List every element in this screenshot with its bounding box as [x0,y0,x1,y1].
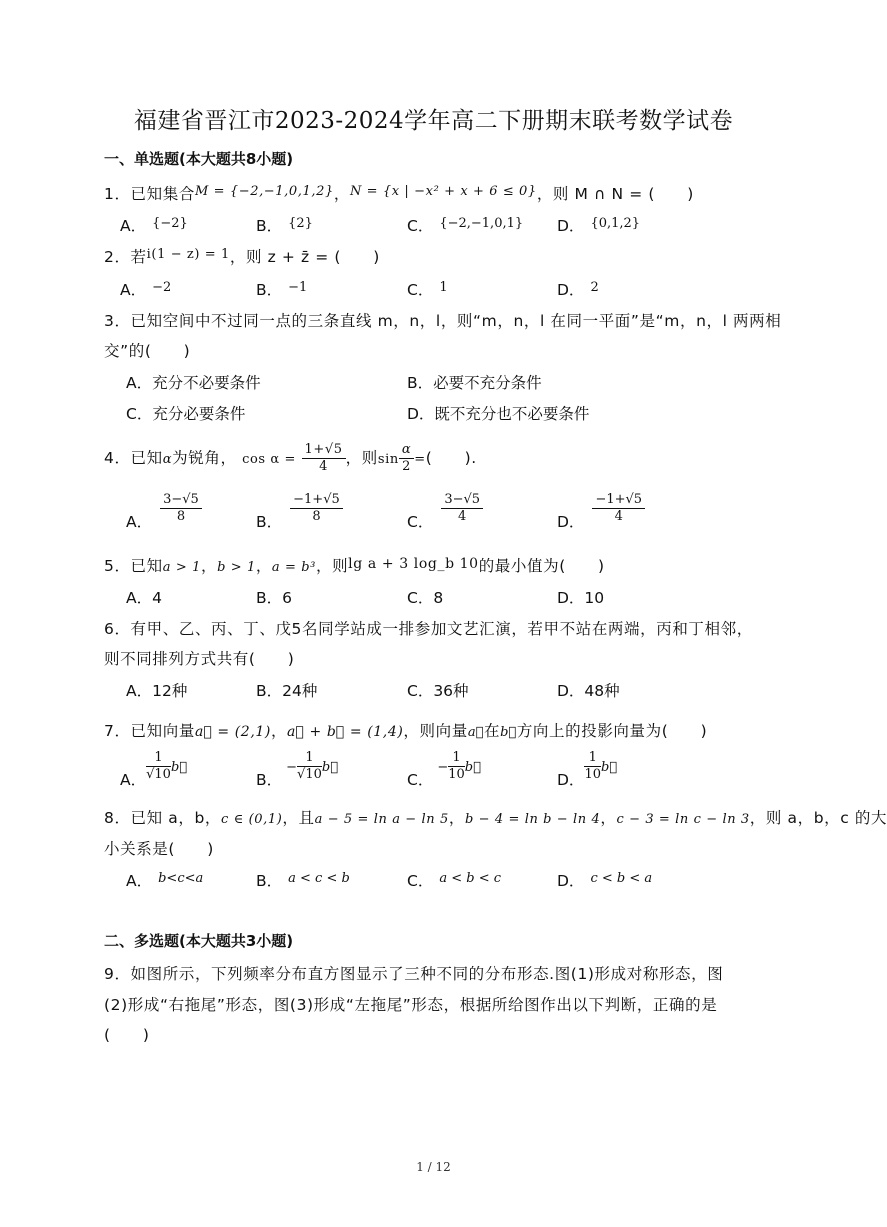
option-label: D． [557,217,585,235]
q6-option-d: D．48种 [557,682,620,700]
q8-eq-1: a − 5 = ln a − ln 5 [314,812,449,827]
option-fraction [297,750,322,783]
option-value: 1 [439,280,448,295]
option-label: D． [557,872,585,890]
q4-eq: = [414,452,426,467]
q5-cond-1: a > 1 [162,560,201,575]
q1-option-b [256,214,313,236]
question-7: 7．已知向量a⃗ = (2,1)，a⃗ + b⃗ = (1,4)，则向量a⃗在b⃗方向上的投影向量为( ) [104,722,708,740]
fraction-numerator: 3−√5 [160,492,202,509]
q5-cond-2: b > 1 [217,560,256,575]
q4-sin-left: sin [377,452,399,467]
option-value: b<c<a [158,871,204,886]
option-fraction [592,492,645,525]
option-value: a < c < b [288,871,350,886]
page-title: 福建省晋江市2023-2024学年高二下册期末联考数学试卷 [133,108,734,134]
question-5: 5．已知a > 1，b > 1，a = b³，则lg a + 3 log_b 10的最小值为( ) [104,556,605,575]
fraction-denominator: 4 [614,509,623,524]
option-fraction [160,492,202,525]
option-value: {−2} [152,216,188,231]
q7-mid: ，则向量 [403,722,468,740]
q8-prefix: 8．已知 a，b， [104,809,222,827]
q3-option-c: C．充分必要条件 [126,405,246,423]
q5-option-a: A．4 [126,589,162,607]
q8-suffix: ，则 a，b，c 的大 [749,809,887,827]
q3-option-d: D．既不充分也不必要条件 [407,405,590,423]
q7-option-c [407,750,481,789]
option-label: A． [126,513,153,531]
q1-option-c [407,214,523,236]
q8-eq-2: b − 4 = ln b − ln 4 [464,812,601,827]
question-9-line-3: ( ) [104,1026,150,1044]
q8-option-d [557,869,652,891]
q4-then: ，则 [345,449,378,467]
option-fraction [146,750,171,783]
fraction-numerator: 1 [448,750,465,767]
option-value: −1 [288,280,308,295]
fraction-numerator: −1+√5 [592,492,645,509]
option-label: B． [256,513,283,531]
option-value: 2 [590,280,599,295]
option-value: {−2,−1,0,1} [439,216,524,231]
q1-option-a [120,214,188,236]
q2-prefix: 2．若 [104,248,147,266]
option-vector: b⃗ [600,760,618,775]
q7-prefix: 7．已知向量 [104,722,195,740]
fraction-denominator: 8 [312,509,321,524]
q1-set-n: N = {x | −x² + x + 6 ≤ 0} [349,184,537,199]
option-value: c < b < a [590,871,653,886]
q5-option-c: C．8 [407,589,444,607]
q8-option-b [256,869,350,891]
question-9-line-1: 9．如图所示，下列频率分布直方图显示了三种不同的分布形态.图(1)形成对称形态，图 [104,965,724,983]
question-3-line-2: 交”的( ) [104,342,191,360]
q4-option-d [557,492,645,531]
option-label: D． [557,513,585,531]
q1-suffix: ，则 M ∩ N = ( ) [536,185,694,203]
q7-vector-a: a⃗ [467,725,484,740]
option-value: a < b < c [439,871,501,886]
option-label: C． [407,513,434,531]
option-label: C． [407,771,434,789]
option-label: C． [407,872,434,890]
q7-option-d [557,750,618,789]
question-2 [104,245,380,267]
q3-option-b: B．必要不充分条件 [407,374,542,392]
question-1 [104,182,694,204]
option-value: {0,1,2} [590,216,641,231]
q8-c-range: c ∈ (0,1) [221,812,283,827]
question-9-line-2: (2)形成“右拖尾”形态，图(3)形成“左拖尾”形态，根据所给图作出以下判断，正确的是 [104,996,718,1014]
q5-then: ，则 [315,557,349,575]
option-label: A． [120,771,147,789]
question-6-line-2: 则不同排列方式共有( ) [104,650,295,668]
fraction-numerator: 3−√5 [441,492,483,509]
q7-suffix: 方向上的投影向量为( ) [516,722,708,740]
q8-eq-3: c − 3 = ln c − ln 3 [616,812,750,827]
question-3-line-1: 3．已知空间中不过同一点的三条直线 m，n，l，则“m，n，l 在同一平面”是“m，n，l 两两相 [104,312,782,330]
option-value: {2} [288,216,313,231]
option-sign: − [437,760,449,775]
option-label: B． [256,872,283,890]
q2-suffix: ，则 z + z̄ = ( ) [229,248,380,266]
q1-prefix: 1．已知集合 [104,185,195,203]
option-fraction [448,750,465,783]
option-label: C． [407,217,434,235]
q2-expr: i(1 − z) = 1 [146,247,230,262]
fraction-denominator: 2 [402,459,412,474]
q7-vector-2: a⃗ + b⃗ = (1,4) [287,724,404,740]
fraction-denominator: √10 [146,767,171,782]
question-8-line-1: 8．已知 a，b，c ∈ (0,1)，且a − 5 = ln a − ln 5，b − 4 = ln b − ln 4，c − 3 = ln c − ln 3，则 a，b，c 的大 [104,809,887,827]
q1-set-m: M = {−2,−1,0,1,2} [194,184,334,199]
q6-option-a: A．12种 [126,682,188,700]
q5-option-b: B．6 [256,589,292,607]
q7-option-b [256,750,338,789]
q4-cos-fraction [302,442,346,475]
fraction-denominator: 10 [448,767,465,782]
option-fraction [441,492,483,525]
q2-option-d [557,278,599,300]
q1-option-d [557,214,640,236]
q5-expr: lg a + 3 log_b 10 [348,556,479,572]
option-value: −2 [152,280,172,295]
q3-option-a: A．充分不必要条件 [126,374,261,392]
q5-prefix: 5．已知 [104,557,163,575]
fraction-numerator: α [399,442,414,459]
option-fraction [584,750,601,783]
q6-option-b: B．24种 [256,682,318,700]
question-6-line-1: 6．有甲、乙、丙、丁、戊5名同学站成一排参加文艺汇演，若甲不站在两端，丙和丁相邻， [104,620,753,638]
section-heading-multi-choice: 二、多选题(本大题共3小题) [104,932,294,950]
fraction-denominator: √10 [297,767,322,782]
question-4 [104,442,477,475]
q6-option-c: C．36种 [407,682,469,700]
option-vector: b⃗ [321,760,338,775]
option-label: D． [557,771,585,789]
q1-sep: ， [333,185,350,203]
option-fraction [290,492,343,525]
q8-and: ，且 [282,809,315,827]
fraction-denominator: 4 [319,459,329,474]
q2-option-a [120,278,171,300]
q5-option-d: D．10 [557,589,605,607]
q4-prefix: 4．已知 [104,449,163,467]
section-heading-single-choice: 一、单选题(本大题共8小题) [104,150,294,168]
option-label: A． [120,281,147,299]
q4-alpha: α [162,452,173,467]
option-vector: b⃗ [464,760,481,775]
q4-sin-fraction [399,442,414,475]
fraction-denominator: 4 [458,509,467,524]
q7-vector-b: b⃗ [500,725,517,740]
fraction-denominator: 10 [584,767,601,782]
q5-suffix: 的最小值为( ) [478,557,605,575]
q7-vector-1: a⃗ = (2,1) [194,724,271,740]
option-label: B． [256,217,283,235]
fraction-numerator: 1 [584,750,601,767]
q8-option-c [407,869,501,891]
option-label: B． [256,771,283,789]
option-label: B． [256,281,283,299]
fraction-numerator: 1 [146,750,171,767]
q8-option-a [126,869,203,891]
option-sign: − [286,760,298,775]
q2-option-b [256,278,307,300]
question-8-line-2: 小关系是( ) [104,840,214,858]
option-label: A． [120,217,147,235]
fraction-numerator: 1+√5 [302,442,346,459]
page-number: 1 / 12 [416,1160,451,1174]
q4-option-c [407,492,483,531]
q7-option-a [120,750,188,789]
q4-cos-left: cos α = [242,452,297,467]
q4-option-b [256,492,343,531]
q4-option-a [126,492,202,531]
q4-suffix: ( ). [425,449,477,467]
q4-mid: 为锐角， [172,449,237,467]
q7-in: 在 [483,722,501,740]
fraction-denominator: 8 [176,509,186,524]
option-label: A． [126,872,153,890]
option-label: C． [407,281,434,299]
option-vector: b⃗ [170,760,188,775]
q5-cond-3: a = b³ [271,560,316,575]
option-label: D． [557,281,585,299]
fraction-numerator: 1 [297,750,322,767]
fraction-numerator: −1+√5 [290,492,343,509]
q2-option-c [407,278,448,300]
